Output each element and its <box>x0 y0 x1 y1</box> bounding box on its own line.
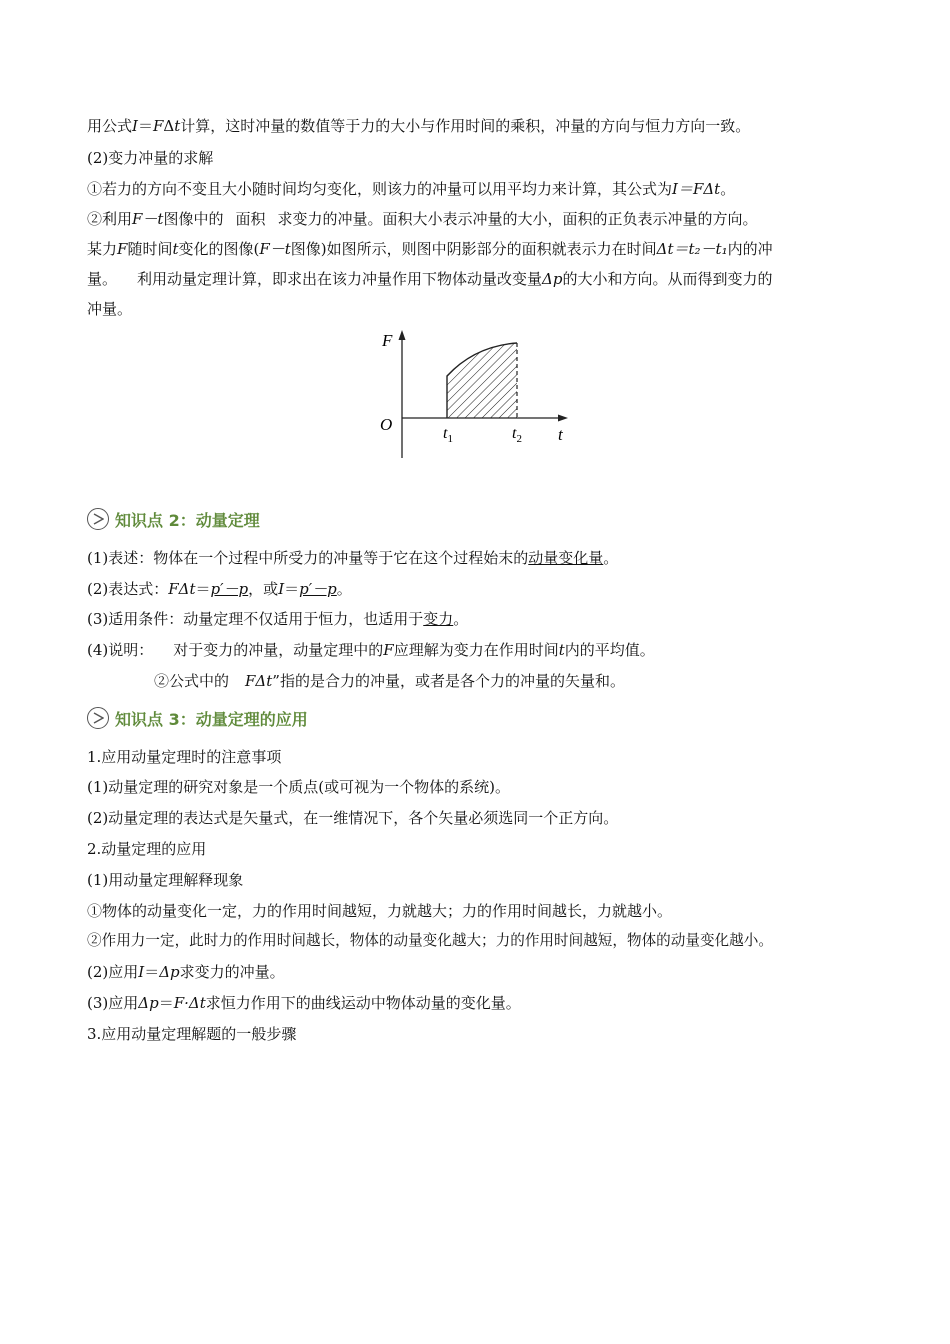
section-3-line-7: ②作用力一定，此时力的作用时间越长，物体的动量变化越大；力的作用时间越短，物体的动量变化越小。 <box>87 932 773 949</box>
y-axis-arrow-icon <box>399 330 406 340</box>
section-3-line-8: (2)应用I＝Δp求变力的冲量。 <box>87 963 285 981</box>
section-3-line-10: 3.应用动量定理解题的一般步骤 <box>87 1025 297 1043</box>
section-2-heading <box>87 506 260 532</box>
section-2-title: 知识点 2：动量定理 <box>115 510 260 530</box>
section-3-heading <box>87 705 308 731</box>
shaded-impulse-area <box>447 343 517 418</box>
intro-line-3: ①若力的方向不变且大小随时间均匀变化，则该力的冲量可以用平均力来计算，其公式为I＝FΔt。 <box>87 180 736 198</box>
y-axis-label: F <box>382 331 393 350</box>
section-3-line-3: (2)动量定理的表达式是矢量式，在一维情况下，各个矢量必须选同一个正方向。 <box>87 809 619 827</box>
play-circle-icon <box>87 707 109 729</box>
section-3-title: 知识点 3：动量定理的应用 <box>115 709 308 729</box>
section-3-line-1: 1.应用动量定理时的注意事项 <box>87 748 282 766</box>
x-axis-arrow-icon <box>558 415 568 422</box>
section-3-line-4: 2.动量定理的应用 <box>87 840 207 858</box>
section-2-line-1: (1)表述：物体在一个过程中所受力的冲量等于它在这个过程始末的动量变化量。 <box>87 549 619 567</box>
t1-label: $t_1$ <box>443 425 453 445</box>
section-2-line-2: (2)表达式：FΔt＝p′－p，或I＝p′－p。 <box>87 580 352 598</box>
intro-line-2: (2)变力冲量的求解 <box>87 149 214 167</box>
intro-line-1: 用公式I＝FΔt计算，这时冲量的数值等于力的大小与作用时间的乘积，冲量的方向与恒力方向一致。 <box>87 117 751 135</box>
section-3-line-2: (1)动量定理的研究对象是一个质点(或可视为一个物体的系统)。 <box>87 778 510 796</box>
origin-label: O <box>380 415 393 434</box>
intro-line-7: 冲量。 <box>87 300 133 318</box>
section-2-line-4: (4)说明： 对于变力的冲量，动量定理中的F应理解为变力在作用时间t内的平均值。 <box>87 641 655 659</box>
x-axis-label: t <box>558 425 563 444</box>
section-3-line-6: ①物体的动量变化一定，力的作用时间越短，力就越大；力的作用时间越长，力就越小。 <box>87 902 673 920</box>
intro-line-4: ②利用F－t图像中的 面积 求变力的冲量。面积大小表示冲量的大小，面积的正负表示冲量的方向。 <box>87 210 758 228</box>
play-circle-icon <box>87 508 109 530</box>
t2-label: $t_2$ <box>512 425 522 445</box>
section-3-line-5: (1)用动量定理解释现象 <box>87 871 244 889</box>
intro-line-6: 量。 利用动量定理计算，即求出在该力冲量作用下物体动量改变量Δp的大小和方向。从而得到变力的 <box>87 270 773 288</box>
section-3-line-9: (3)应用Δp＝F·Δt求恒力作用下的曲线运动中物体动量的变化量。 <box>87 994 521 1012</box>
force-time-graph <box>370 326 580 462</box>
section-2-line-3: (3)适用条件：动量定理不仅适用于恒力，也适用于变力。 <box>87 610 469 628</box>
intro-line-5: 某力F随时间t变化的图像(F－t图像)如图所示，则图中阴影部分的面积就表示力在时间Δt＝t₂－t₁内的冲 <box>87 240 773 258</box>
section-2-line-5: ②公式中的 FΔt”指的是合力的冲量，或者是各个力的冲量的矢量和。 <box>154 672 625 690</box>
